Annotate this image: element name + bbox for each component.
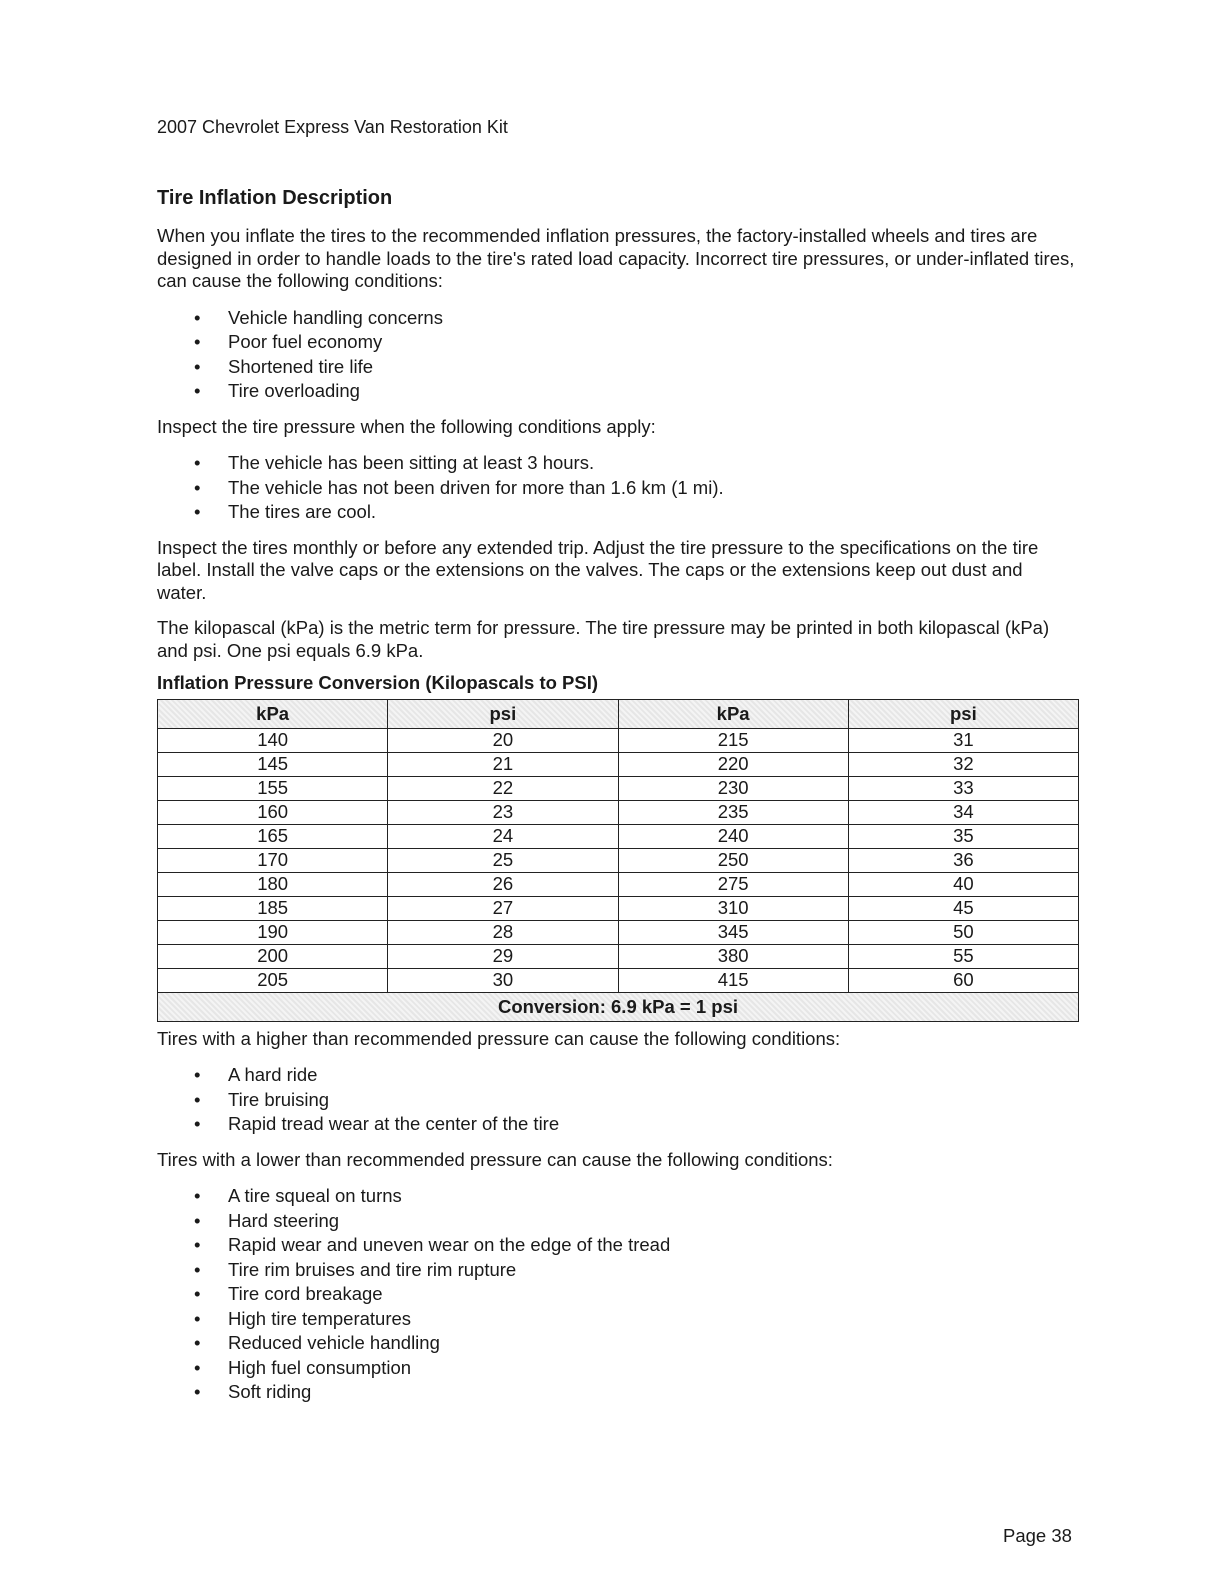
table-cell: 155 xyxy=(158,776,388,800)
table-body xyxy=(158,728,1079,992)
table-cell: 235 xyxy=(618,800,848,824)
table-row xyxy=(158,944,1079,968)
table-cell: 27 xyxy=(388,896,618,920)
table-cell: 55 xyxy=(848,944,1078,968)
table-cell: 310 xyxy=(618,896,848,920)
table-cell: 24 xyxy=(388,824,618,848)
table-cell: 31 xyxy=(848,728,1078,752)
list-item: • Vehicle handling concerns xyxy=(157,306,1077,331)
table-cell: 21 xyxy=(388,752,618,776)
list-item: • Tire overloading xyxy=(157,379,1077,404)
list-item: • Rapid tread wear at the center of the tire xyxy=(157,1112,1077,1137)
table-cell: 45 xyxy=(848,896,1078,920)
table-cell: 205 xyxy=(158,968,388,992)
list-item: • Reduced vehicle handling xyxy=(157,1331,1077,1356)
list-item: • Rapid wear and uneven wear on the edge of the tread xyxy=(157,1233,1077,1258)
table-cell: 170 xyxy=(158,848,388,872)
table-cell: 220 xyxy=(618,752,848,776)
table-cell: 275 xyxy=(618,872,848,896)
table-cell: 26 xyxy=(388,872,618,896)
table-cell: 415 xyxy=(618,968,848,992)
kpa-paragraph: The kilopascal (kPa) is the metric term for pressure. The tire pressure may be printed in both kilopascal (kPa) and psi. One psi equals 6.9 kPa. xyxy=(157,617,1050,661)
list-item: • High fuel consumption xyxy=(157,1356,1077,1381)
table-row xyxy=(158,896,1079,920)
table-row xyxy=(158,752,1079,776)
table-cell: 35 xyxy=(848,824,1078,848)
table-cell: 40 xyxy=(848,872,1078,896)
table-header-cell: psi xyxy=(388,699,618,728)
table-cell: 165 xyxy=(158,824,388,848)
list-item: • The vehicle has not been driven for more than 1.6 km (1 mi). xyxy=(157,476,1077,501)
higher-pressure-paragraph: Tires with a higher than recommended pressure can cause the following conditions: xyxy=(157,1027,841,1049)
table-cell: 180 xyxy=(158,872,388,896)
table-cell: 23 xyxy=(388,800,618,824)
table-cell: 160 xyxy=(158,800,388,824)
table-row xyxy=(158,800,1079,824)
table-cell: 20 xyxy=(388,728,618,752)
table-cell: 380 xyxy=(618,944,848,968)
table-header-row xyxy=(158,699,1079,728)
table-cell: 34 xyxy=(848,800,1078,824)
table-cell: 140 xyxy=(158,728,388,752)
list-item: • The tires are cool. xyxy=(157,500,1077,525)
table-cell: 240 xyxy=(618,824,848,848)
table-cell: 28 xyxy=(388,920,618,944)
table-row xyxy=(158,728,1079,752)
list-item: • Soft riding xyxy=(157,1380,1077,1405)
table-cell: 230 xyxy=(618,776,848,800)
conversion-table xyxy=(157,699,1079,1022)
table-header-cell: kPa xyxy=(158,699,388,728)
document-header: 2007 Chevrolet Express Van Restoration Kit xyxy=(157,117,508,137)
table-cell: 190 xyxy=(158,920,388,944)
table-cell: 60 xyxy=(848,968,1078,992)
table-row xyxy=(158,920,1079,944)
document-body xyxy=(157,225,1077,1417)
table-cell: 25 xyxy=(388,848,618,872)
list-item: • A tire squeal on turns xyxy=(157,1184,1077,1209)
list-item: • Shortened tire life xyxy=(157,355,1077,380)
higher-pressure-bullet-list xyxy=(157,1063,1077,1137)
list-item: • Tire bruising xyxy=(157,1088,1077,1113)
table-cell: 36 xyxy=(848,848,1078,872)
table-cell: 145 xyxy=(158,752,388,776)
table-cell: 32 xyxy=(848,752,1078,776)
list-item: • The vehicle has been sitting at least 3 hours. xyxy=(157,451,1077,476)
table-cell: 50 xyxy=(848,920,1078,944)
table-row xyxy=(158,776,1079,800)
conversion-note: Conversion: 6.9 kPa = 1 psi xyxy=(158,992,1079,1021)
table-row xyxy=(158,872,1079,896)
list-item: • Tire rim bruises and tire rim rupture xyxy=(157,1258,1077,1283)
lower-pressure-bullet-list xyxy=(157,1184,1077,1405)
table-cell: 29 xyxy=(388,944,618,968)
list-item: • Poor fuel economy xyxy=(157,330,1077,355)
inspect-bullet-list xyxy=(157,451,1077,525)
inspect-intro-paragraph: Inspect the tire pressure when the following conditions apply: xyxy=(157,415,656,437)
table-cell: 185 xyxy=(158,896,388,920)
monthly-paragraph: Inspect the tires monthly or before any extended trip. Adjust the tire pressure to the specifications on the tire label. Install the valve caps or the extensions on the valves. The caps or the extensions keep out dust and water. xyxy=(157,536,1039,603)
table-cell: 250 xyxy=(618,848,848,872)
intro-bullet-list xyxy=(157,306,1077,404)
table-cell: 215 xyxy=(618,728,848,752)
table-header-cell: kPa xyxy=(618,699,848,728)
list-item: • A hard ride xyxy=(157,1063,1077,1088)
table-title: Inflation Pressure Conversion (Kilopascals to PSI) xyxy=(157,672,599,693)
intro-paragraph: When you inflate the tires to the recommended inflation pressures, the factory-installed wheels and tires are designed in order to handle loads to the tire's rated load capacity. Incorrect tire pressures, or under-inflated tires, can cause the following conditions: xyxy=(157,225,1075,291)
section-title: Tire Inflation Description xyxy=(157,187,393,209)
lower-pressure-paragraph: Tires with a lower than recommended pressure can cause the following conditions: xyxy=(157,1148,833,1170)
table-cell: 33 xyxy=(848,776,1078,800)
list-item: • Hard steering xyxy=(157,1209,1077,1234)
table-header-cell: psi xyxy=(848,699,1078,728)
list-item: • High tire temperatures xyxy=(157,1307,1077,1332)
list-item: • Tire cord breakage xyxy=(157,1282,1077,1307)
table-cell: 22 xyxy=(388,776,618,800)
table-row xyxy=(158,968,1079,992)
table-row xyxy=(158,848,1079,872)
table-cell: 200 xyxy=(158,944,388,968)
table-row xyxy=(158,824,1079,848)
table-cell: 345 xyxy=(618,920,848,944)
table-cell: 30 xyxy=(388,968,618,992)
table-footer-row xyxy=(158,992,1079,1021)
page-number: Page 38 xyxy=(1003,1525,1072,1546)
